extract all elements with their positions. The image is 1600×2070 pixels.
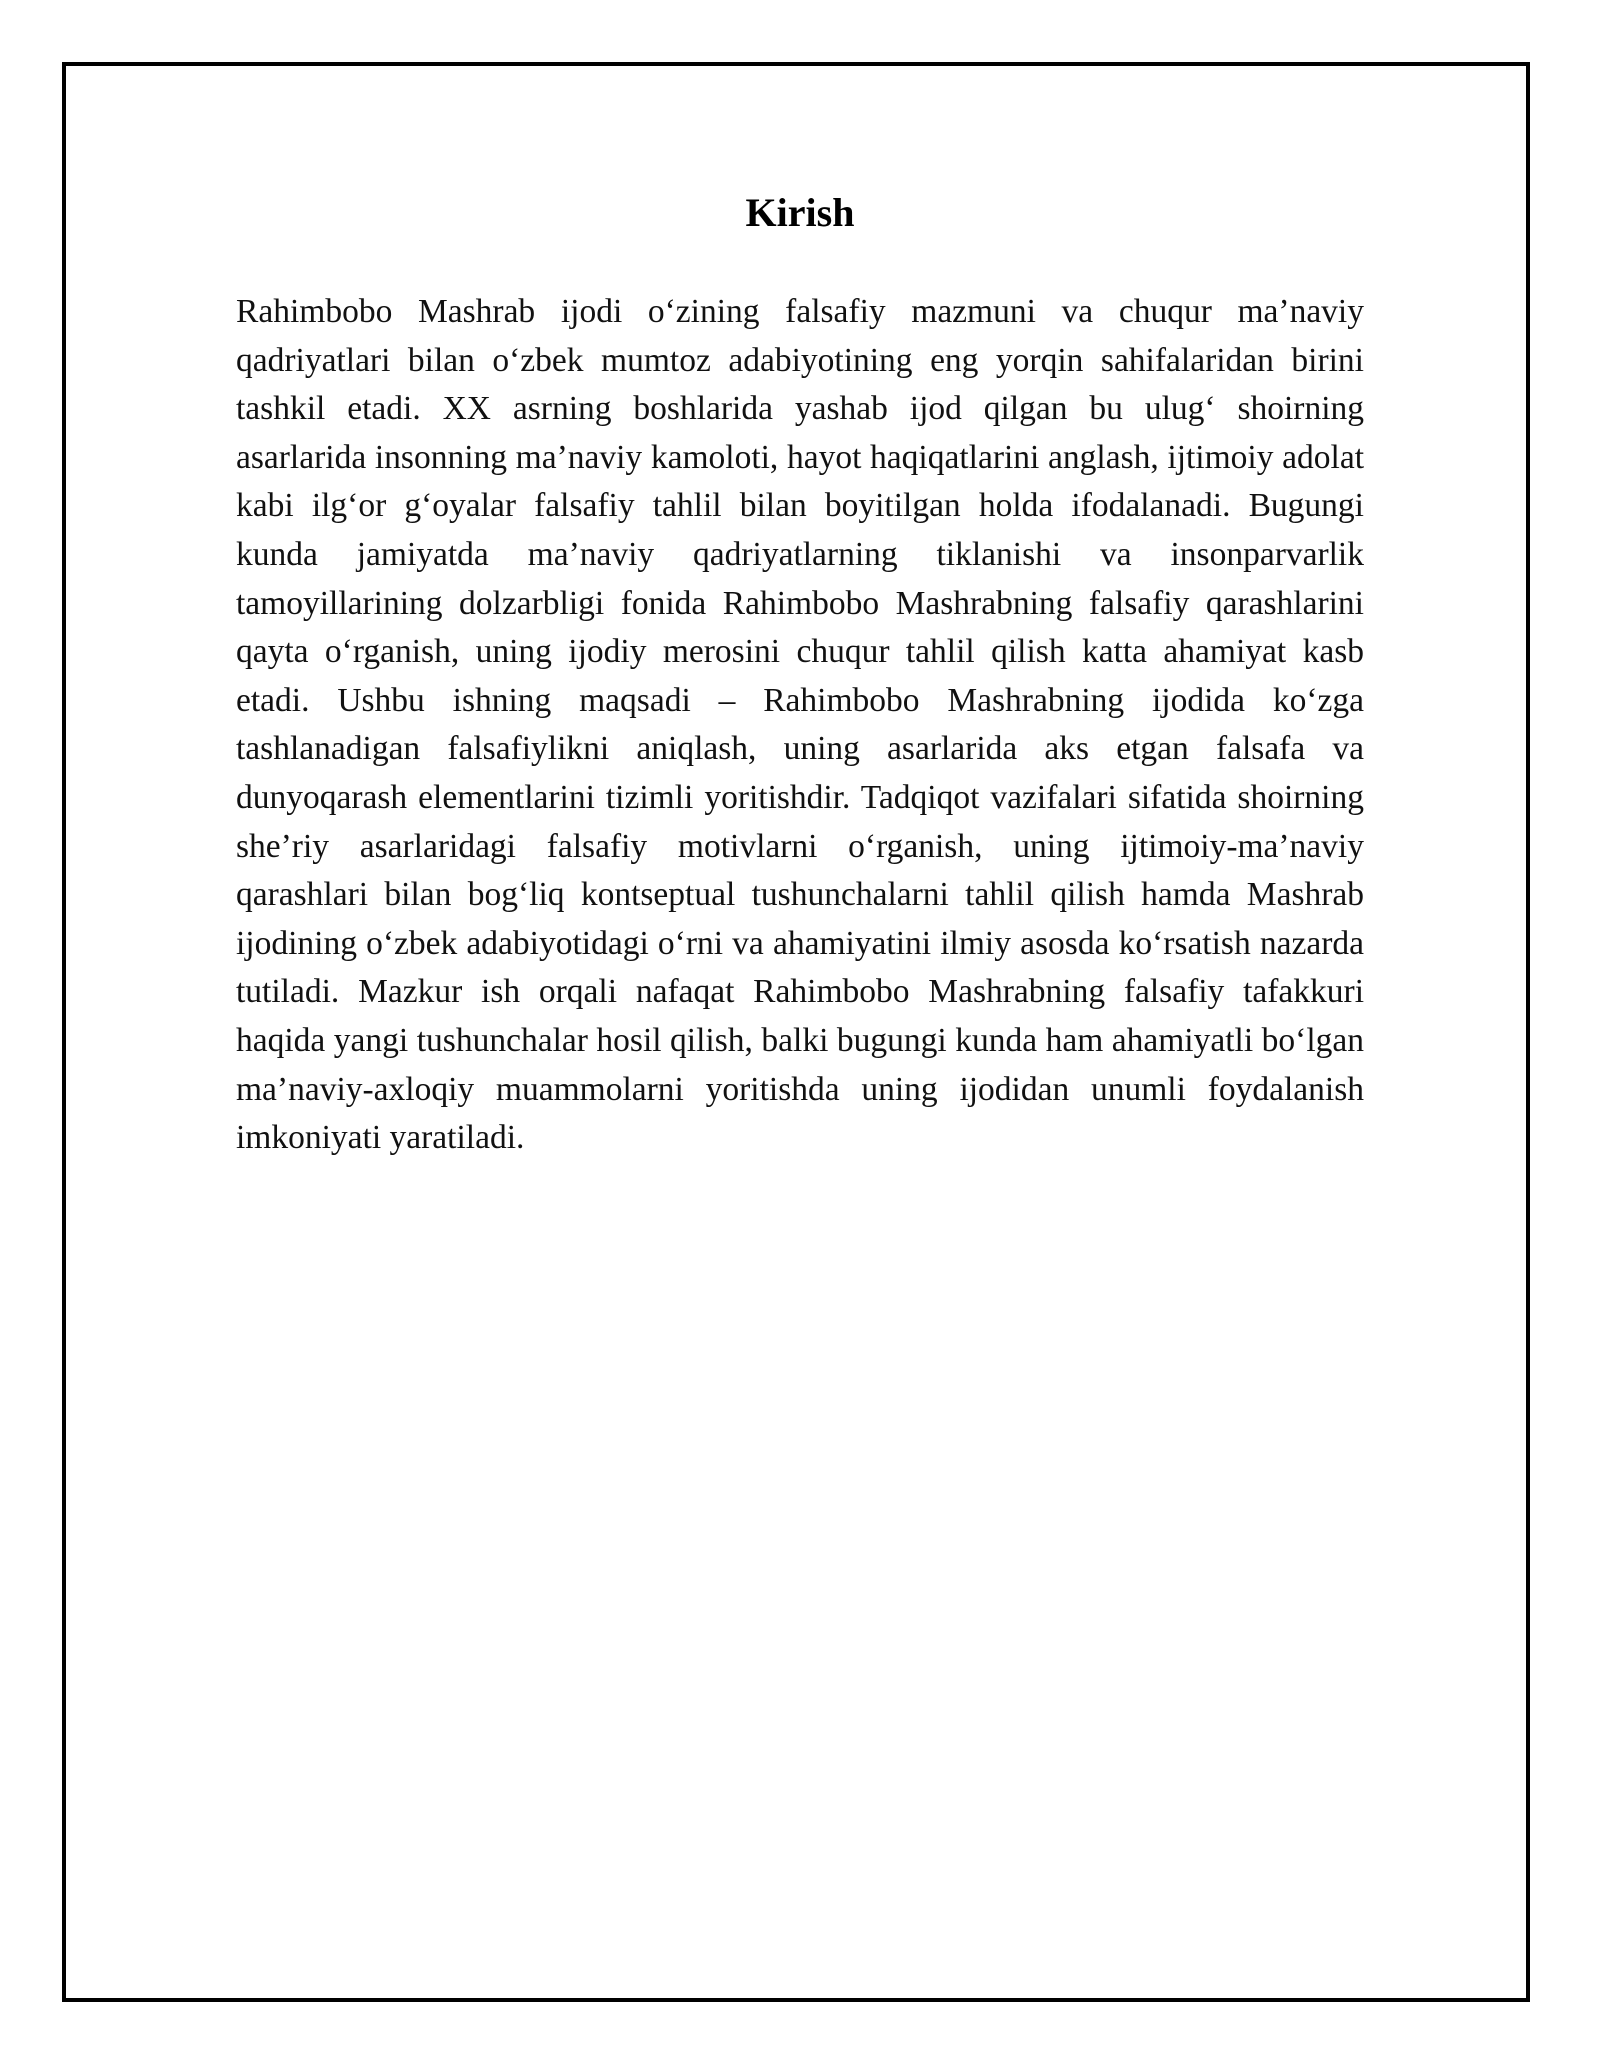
- page-title: Kirish: [745, 190, 855, 235]
- body-paragraph: Rahimbobo Mashrab ijodi o‘zining falsafiy mazmuni va chuqur ma’naviy qadriyatlari bilan o‘zbek mumtoz adabiyotining eng yorqin sahifalaridan birini tashkil etadi. XX asrning boshlarida yashab ijod qilgan bu ulug‘ shoirning asarlarida insonning ma’naviy kamoloti, hayot haqiqatlarini anglash, ijtimoiy adolat kabi ilg‘or g‘oyalar falsafiy tahlil bilan boyitilgan holda ifodalanadi. Bugungi kunda jamiyatda ma’naviy qadriyatlarning tiklanishi va insonparvarlik tamoyillarining dolzarbligi fonida Rahimbobo Mashrabning falsafiy qarashlarini qayta o‘rganish, uning ijodiy merosini chuqur tahlil qilish katta ahamiyat kasb etadi. Ushbu ishning maqsadi – Rahimbobo Mashrabning ijodida ko‘zga tashlanadigan falsafiylikni aniqlash, uning asarlarida aks etgan falsafa va dunyoqarash elementlarini tizimli yoritishdir. Tadqiqot vazifalari sifatida shoirning she’riy asarlaridagi falsafiy motivlarni o‘rganish, uning ijtimoiy-ma’naviy qarashlari bilan bog‘liq kontseptual tushunchalarni tahlil qilish hamda Mashrab ijodining o‘zbek adabiyotidagi o‘rni va ahamiyatini ilmiy asosda ko‘rsatish nazarda tutiladi. Mazkur ish orqali nafaqat Rahimbobo Mashrabning falsafiy tafakkuri haqida yangi tushunchalar hosil qilish, balki bugungi kunda ham ahamiyatli bo‘lgan ma’naviy-axloqiy muammolarni yoritishda uning ijodidan unumli foydalanish imkoniyati yaratiladi.: [236, 293, 1364, 1157]
